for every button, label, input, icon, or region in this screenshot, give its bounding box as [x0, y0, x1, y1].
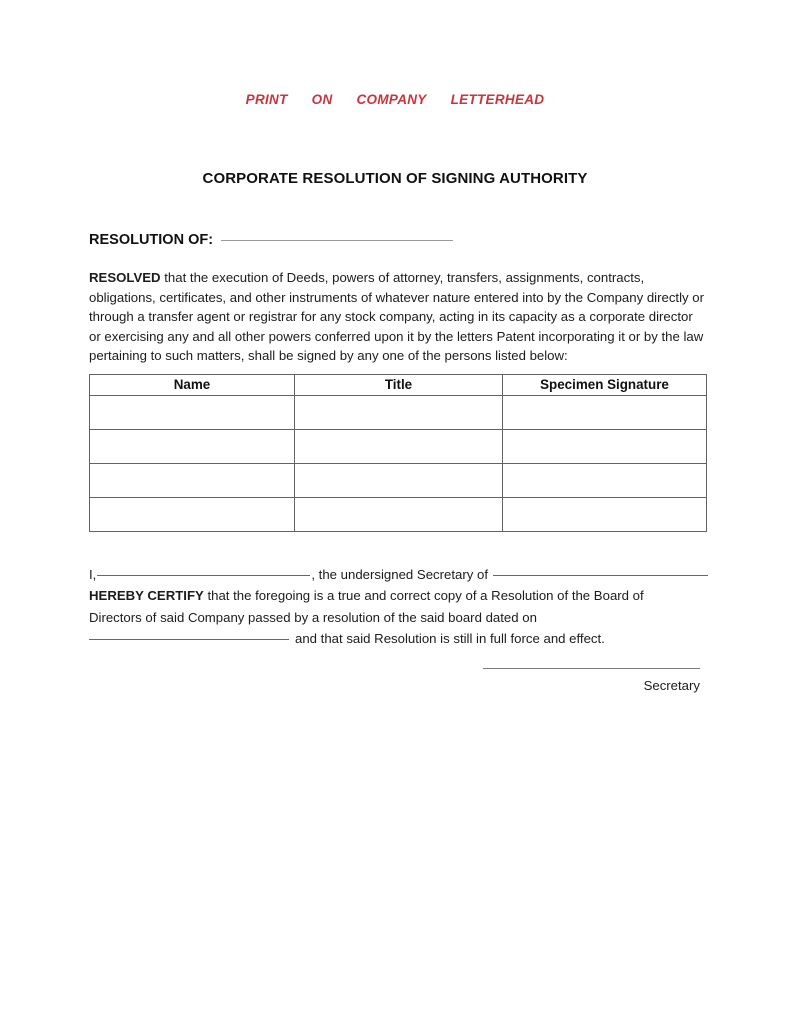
hereby-certify-body: that the foregoing is a true and correct copy of a Resolution of the Board of [203, 588, 644, 604]
table-row [90, 497, 707, 531]
signature-line[interactable] [483, 668, 700, 669]
resolved-paragraph [89, 268, 706, 366]
letterhead-word-print: PRINT [245, 92, 288, 107]
certification-undersigned-text: , the undersigned Secretary of [311, 566, 489, 582]
certification-line-3: Directors of said Company passed by a resolution of the said board dated on [89, 609, 537, 625]
cell-name[interactable] [90, 429, 295, 463]
cell-name[interactable] [90, 463, 295, 497]
page-title: CORPORATE RESOLUTION OF SIGNING AUTHORITY [202, 170, 588, 187]
cell-signature[interactable] [503, 429, 707, 463]
cell-name[interactable] [90, 395, 295, 429]
certification-closing-text: and that said Resolution is still in full force and effect. [295, 631, 605, 647]
column-header-title: Title [295, 374, 503, 395]
cell-signature[interactable] [503, 463, 707, 497]
cell-title[interactable] [295, 395, 503, 429]
table-row [90, 429, 707, 463]
cell-title[interactable] [295, 463, 503, 497]
letterhead-word-on: ON [311, 92, 333, 107]
resolution-of-blank[interactable] [221, 239, 453, 241]
letterhead-word-company: COMPANY [356, 92, 427, 107]
resolved-keyword: RESOLVED [89, 270, 161, 285]
certification-line-1 [89, 565, 706, 586]
certification-i-prefix: I, [89, 566, 97, 582]
resolution-of-label: RESOLUTION OF: [89, 232, 214, 248]
cell-title[interactable] [295, 497, 503, 531]
table-row [90, 395, 707, 429]
column-header-name: Name [90, 374, 295, 395]
cell-name[interactable] [90, 497, 295, 531]
document-body [89, 232, 706, 650]
letterhead-word-letterhead: LETTERHEAD [450, 92, 545, 107]
table-row [90, 463, 707, 497]
secretary-name-blank[interactable] [97, 574, 310, 576]
certification-block [89, 565, 706, 650]
company-name-blank[interactable] [493, 574, 708, 576]
resolved-body: that the execution of Deeds, powers of attorney, transfers, assignments, contracts, obligations, certificates, and other instruments of whatever nature entered into by the Company directly or through a transfer agent or registrar for any stock company, acting in its capacity as a corporate director or exercising any and all other powers conferred upon it by the letters Patent incorporating it or by the law pertaining to such matters, shall be signed by any one of the persons listed below: [89, 270, 705, 364]
signature-caption: Secretary [643, 678, 700, 693]
table-header-row [90, 374, 707, 395]
signature-block [483, 668, 700, 693]
hereby-certify-keyword: HEREBY CERTIFY [89, 588, 204, 604]
cell-signature[interactable] [503, 395, 707, 429]
column-header-specimen-signature: Specimen Signature [503, 374, 707, 395]
certification-line-4 [89, 629, 706, 650]
resolution-date-blank[interactable] [89, 638, 289, 640]
cell-signature[interactable] [503, 497, 707, 531]
cell-title[interactable] [295, 429, 503, 463]
letterhead-notice [0, 92, 790, 107]
signing-authority-table [89, 374, 707, 532]
resolution-of-row [89, 232, 706, 248]
certification-line-2 [89, 586, 706, 607]
